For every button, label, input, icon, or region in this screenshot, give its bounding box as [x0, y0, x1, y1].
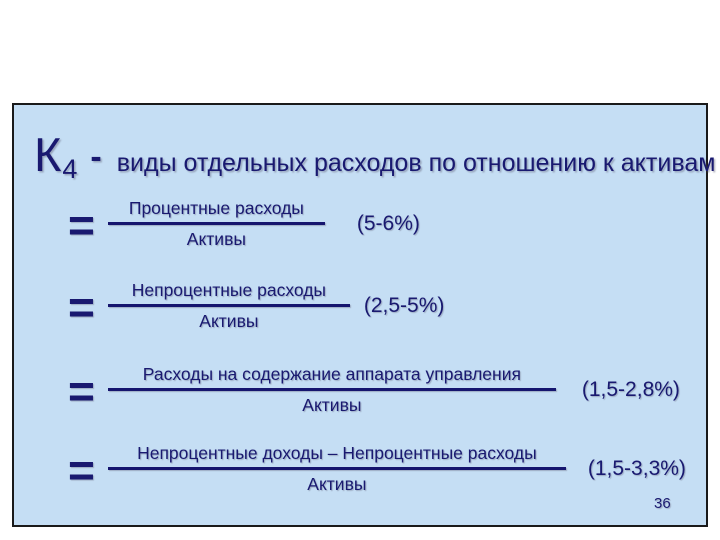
formula-row-2 — [68, 280, 444, 331]
range-value: (5-6%) — [356, 211, 420, 235]
slide — [12, 103, 716, 527]
equals-sign: = — [68, 364, 95, 417]
fraction-numerator: Процентные расходы — [128, 198, 304, 218]
fraction-numerator: Непроцентные расходы — [131, 280, 327, 300]
range-value: (1,5-3,3%) — [587, 456, 686, 480]
title-dash: - — [90, 138, 102, 176]
coefficient-symbol: К — [34, 128, 62, 181]
fraction-numerator: Непроцентные доходы – Непроцентные расходы — [137, 443, 537, 463]
fraction — [108, 443, 566, 494]
fraction-denominator: Активы — [302, 395, 362, 416]
formula-row-1 — [68, 198, 420, 249]
equals-sign: = — [68, 443, 95, 496]
fraction-numerator: Расходы на содержание аппарата управления — [142, 364, 521, 384]
equals-sign: = — [68, 280, 95, 333]
range-value: (2,5-5%) — [363, 293, 445, 317]
fraction — [108, 364, 556, 415]
page-number: 36 — [654, 495, 671, 512]
equals-sign: = — [68, 198, 95, 251]
fraction-denominator: Активы — [199, 311, 259, 332]
title-text: виды отдельных расходов по отношению к активам — [116, 149, 716, 177]
fraction-denominator: Активы — [307, 474, 367, 495]
fraction-denominator: Активы — [186, 229, 246, 250]
formula-row-3 — [68, 364, 680, 415]
fraction — [108, 280, 350, 331]
range-value: (1,5-2,8%) — [581, 377, 680, 401]
formula-row-4 — [68, 443, 686, 494]
coefficient-subscript: 4 — [62, 154, 78, 184]
slide-title — [34, 128, 716, 184]
fraction — [108, 198, 325, 249]
